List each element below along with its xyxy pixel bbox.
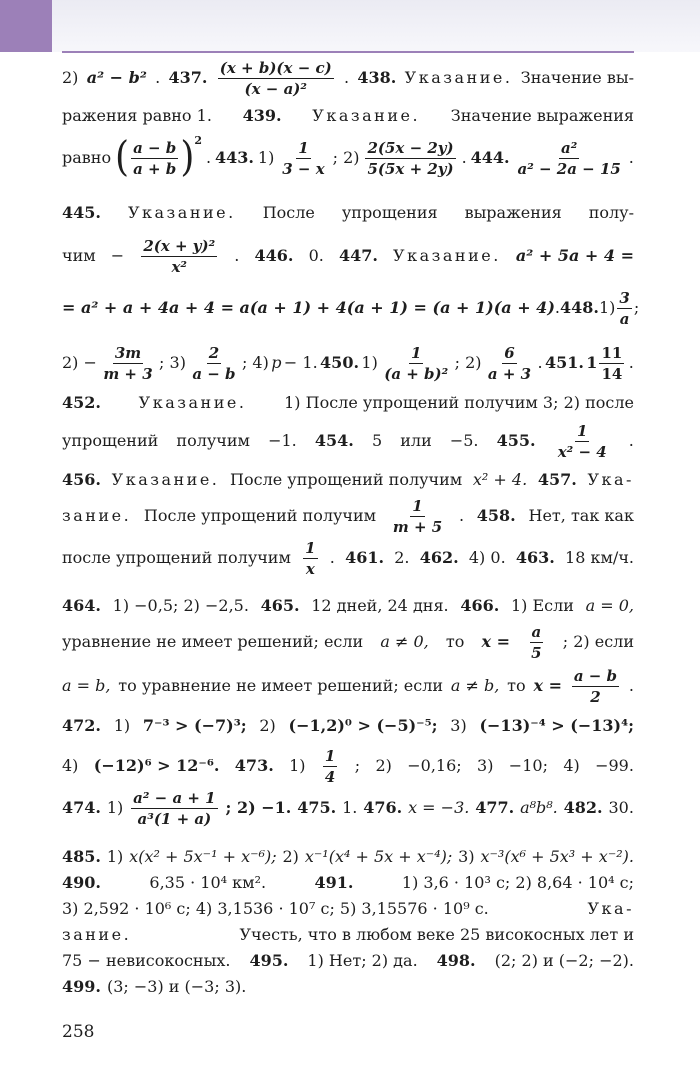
- math-expression: a² − b²: [86, 68, 147, 87]
- fraction-numerator: 1: [410, 343, 422, 362]
- fraction: [131, 139, 178, 178]
- exercise-number: 465.: [260, 596, 300, 615]
- fraction-denominator: a² − 2a − 15: [517, 159, 621, 178]
- math-variable: a ≠ b,: [450, 676, 500, 695]
- text-line: [62, 421, 634, 461]
- fraction-denominator: a³(1 + a): [137, 809, 212, 828]
- exercise-number: 457.: [537, 470, 577, 489]
- text-run: ; 2) если: [562, 632, 634, 651]
- exercise-number: 462.: [419, 548, 459, 567]
- text-run: 2.: [394, 548, 410, 567]
- hint-label: Указание.: [312, 106, 421, 125]
- exercise-number: 448.: [559, 298, 599, 317]
- text-run: 3): [458, 847, 475, 866]
- text-run: 1) −0,5; 2) −2,5.: [112, 596, 249, 615]
- hint-label: Указание.: [404, 68, 513, 87]
- fraction-denominator: m + 5: [392, 517, 443, 536]
- fraction-numerator: 1: [298, 138, 309, 157]
- exercise-number: 490.: [62, 873, 101, 892]
- exercise-number: 461.: [345, 548, 385, 567]
- fraction-numerator: 1: [324, 746, 336, 765]
- text-line: [62, 788, 634, 828]
- text-run: .: [344, 68, 350, 87]
- fraction-numerator: 3m: [114, 343, 142, 362]
- text-line: [62, 976, 634, 998]
- text-line: [62, 950, 634, 972]
- header-rule: [62, 51, 634, 53]
- fraction-denominator: a + b: [133, 159, 177, 178]
- text-run: равно: [62, 148, 112, 167]
- text-run: После: [262, 203, 315, 222]
- text-line: [62, 288, 640, 328]
- exercise-number: 450.: [320, 353, 360, 372]
- math-variable: a = b,: [62, 676, 111, 695]
- exercise-number: ; 2) −1.: [225, 798, 292, 817]
- math-expression: = a² + a + 4a + 4 = a(a + 1) + 4(a + 1) = (a + 1)(a + 4): [62, 298, 555, 317]
- text-run: 5: [371, 431, 383, 450]
- fraction-denominator: (a + b)²: [384, 364, 449, 383]
- fraction-numerator: 1: [576, 421, 588, 440]
- fraction-numerator: a² − a + 1: [133, 788, 216, 807]
- exercise-number: 438.: [357, 68, 397, 87]
- text-run: −: [110, 246, 125, 265]
- mixed-number: [586, 344, 626, 383]
- fraction: [280, 139, 326, 178]
- exercise-number: 475.: [297, 798, 337, 817]
- text-line: [62, 383, 634, 423]
- hint-label: Ука-: [587, 899, 634, 918]
- text-line: [62, 538, 634, 578]
- text-run: .: [234, 246, 240, 265]
- text-run: 75 − невисокосных.: [62, 951, 231, 970]
- text-run: 6,35 · 10⁴ км².: [149, 873, 267, 892]
- text-line: [62, 622, 634, 662]
- text-run: 30.: [608, 798, 634, 817]
- fraction: [486, 344, 533, 383]
- text-run: 1): [361, 353, 378, 372]
- fraction-denominator: a: [619, 309, 630, 328]
- fraction: [529, 623, 543, 662]
- fraction: [617, 289, 631, 328]
- text-run: (2; 2) и (−2; −2).: [494, 951, 634, 970]
- text-line: [62, 193, 634, 233]
- text-run: .: [628, 353, 634, 372]
- paren-left: (: [115, 133, 130, 181]
- math-expression: a² + 5a + 4 =: [515, 246, 634, 265]
- text-run: 1): [113, 716, 131, 735]
- exercise-number: 473.: [234, 756, 274, 775]
- text-run: 12 дней, 24 дня.: [311, 596, 449, 615]
- exercise-number: 7⁻³ > (−7)³;: [142, 716, 247, 735]
- text-run: − 1.: [283, 353, 318, 372]
- text-run: 1): [106, 847, 124, 866]
- text-line: [62, 706, 634, 746]
- text-run: то уравнение не имеет решений; если: [118, 676, 444, 695]
- text-run: Значение вы-: [520, 68, 634, 87]
- mixed-whole: 1: [586, 353, 598, 372]
- text-run: −10;: [508, 756, 548, 775]
- text-run: .: [458, 506, 465, 525]
- fraction-numerator: a: [531, 622, 542, 641]
- text-run: 2): [282, 847, 299, 866]
- text-line: [62, 96, 634, 136]
- math-variable: p: [271, 353, 282, 372]
- text-run: уравнение не имеет решений; если: [62, 632, 364, 651]
- text-run: −1.: [268, 431, 297, 450]
- text-run: 3): [450, 716, 467, 735]
- text-line: [62, 666, 634, 706]
- text-run: 1.: [342, 798, 358, 817]
- exercise-number: 451.: [544, 353, 584, 372]
- fraction-denominator: a − b: [192, 364, 236, 383]
- text-run: упрощения: [341, 203, 438, 222]
- text-run: полу-: [588, 203, 634, 222]
- fraction-denominator: 2: [590, 687, 601, 706]
- exercise-number: 447.: [338, 246, 378, 265]
- exercise-number: 472.: [62, 716, 101, 735]
- exercise-number: 491.: [314, 873, 354, 892]
- text-line: [62, 58, 634, 98]
- text-run: выражения: [464, 203, 562, 222]
- text-run: ражения равно 1.: [62, 106, 212, 125]
- fraction-denominator: 14: [601, 364, 623, 383]
- text-run: 1) 3,6 · 10³ с; 2) 8,64 · 10⁴ с;: [401, 873, 634, 892]
- fraction: [556, 422, 609, 461]
- fraction-denominator: (x − a)²: [244, 79, 307, 98]
- fraction-numerator: 2: [208, 343, 220, 362]
- fraction-numerator: 3: [619, 288, 630, 307]
- exercise-number: 476.: [363, 798, 403, 817]
- fraction: [131, 789, 217, 828]
- text-run: ;: [354, 756, 361, 775]
- text-run: Нет, так как: [528, 506, 634, 525]
- hint-label: Указание.: [127, 203, 236, 222]
- math-variable: x(x² + 5x⁻¹ + x⁻⁶);: [129, 847, 277, 866]
- math-variable: x⁻¹(x⁴ + 5x + x⁻⁴);: [304, 847, 453, 866]
- text-line: [62, 746, 634, 786]
- fraction: [323, 747, 337, 786]
- text-line: [62, 343, 634, 383]
- text-run: то: [445, 632, 465, 651]
- text-run: 2): [62, 68, 79, 87]
- text-run: Учесть, что в любом веке 25 високосных лет и: [239, 925, 634, 944]
- text-run: 4) 0.: [468, 548, 506, 567]
- exercise-number: 485.: [62, 847, 101, 866]
- exercise-number: 495.: [249, 951, 289, 970]
- text-run: .: [628, 148, 634, 167]
- fraction: [365, 139, 455, 178]
- fraction: [599, 344, 624, 383]
- exercise-number: 456.: [62, 470, 101, 489]
- exercise-number: 443.: [214, 148, 254, 167]
- fraction: [190, 344, 237, 383]
- text-run: ;: [633, 298, 640, 317]
- text-line: [62, 496, 634, 536]
- exercise-number: 498.: [436, 951, 476, 970]
- fraction-numerator: a − b: [573, 666, 618, 685]
- text-run: 3) 2,592 · 10⁶ с; 4) 3,1536 · 10⁷ с; 5) 3,15576 · 10⁹ с.: [62, 899, 489, 918]
- exercise-number: 444.: [470, 148, 510, 167]
- fraction-denominator: a + 3: [487, 364, 532, 383]
- page-header-band: [0, 0, 700, 52]
- math-variable: x⁻³(x⁶ + 5x³ + x⁻²).: [480, 847, 634, 866]
- text-run: −0,16;: [407, 756, 462, 775]
- text-line: [62, 460, 634, 500]
- text-line: [62, 898, 634, 920]
- hint-label: Указание.: [393, 246, 501, 265]
- hint-label: Ука-: [587, 470, 634, 489]
- text-run: ; 2): [332, 148, 360, 167]
- math-variable: x² + 4.: [472, 470, 528, 489]
- text-run: .: [461, 148, 467, 167]
- exercise-number: 458.: [476, 506, 516, 525]
- text-run: .: [628, 431, 634, 450]
- exercise-number: 499.: [62, 977, 101, 996]
- fraction-denominator: x: [305, 559, 315, 578]
- exercise-number: 474.: [62, 798, 101, 817]
- exercise-number: 482.: [563, 798, 603, 817]
- math-variable: a ≠ 0,: [380, 632, 429, 651]
- fraction: [218, 59, 334, 98]
- text-run: После упрощений получим: [143, 506, 377, 525]
- text-run: После упрощений получим: [230, 470, 463, 489]
- math-variable: x = −3.: [408, 798, 470, 817]
- fraction-denominator: 5: [531, 643, 542, 662]
- text-run: после упрощений получим: [62, 548, 291, 567]
- text-run: 2): [259, 716, 276, 735]
- text-line: [62, 872, 634, 894]
- exercise-number: 464.: [62, 596, 101, 615]
- text-run: 1): [289, 756, 306, 775]
- hint-label: Указание.: [111, 470, 220, 489]
- fraction-numerator: 2(5x − 2y): [367, 138, 454, 157]
- exercise-number: 445.: [62, 203, 101, 222]
- fraction: [572, 667, 619, 706]
- fraction-denominator: x²: [171, 257, 187, 276]
- fraction-denominator: 3 − x: [282, 159, 325, 178]
- exercise-number: 446.: [254, 246, 294, 265]
- text-run: 1): [106, 798, 124, 817]
- exercise-number: 437.: [168, 68, 208, 87]
- math-expression: x =: [481, 632, 511, 651]
- text-run: (3; −3) и (−3; 3).: [106, 977, 247, 996]
- math-expression: x =: [533, 676, 562, 695]
- fraction: [391, 497, 444, 536]
- fraction-numerator: a²: [561, 138, 578, 157]
- fraction-numerator: 1: [305, 538, 316, 557]
- math-variable: a⁸b⁸.: [520, 798, 558, 817]
- exercise-number: (−1,2)⁰ > (−5)⁻⁵;: [288, 716, 438, 735]
- hint-label: Указание.: [138, 393, 247, 412]
- text-run: 0.: [308, 246, 324, 265]
- math-variable: a = 0,: [585, 596, 634, 615]
- text-run: 2): [375, 756, 392, 775]
- fraction-numerator: 11: [601, 343, 623, 362]
- exercise-number: 439.: [242, 106, 282, 125]
- text-run: то: [507, 676, 526, 695]
- text-run: .: [155, 68, 161, 87]
- fraction-numerator: 1: [412, 496, 423, 515]
- fraction: [101, 344, 154, 383]
- text-run: получим: [176, 431, 250, 450]
- fraction: [141, 237, 217, 276]
- fraction-numerator: 2(x + y)²: [143, 236, 216, 255]
- text-run: 1): [598, 298, 616, 317]
- fraction: [382, 344, 450, 383]
- text-run: −5.: [449, 431, 479, 450]
- text-run: ; 2): [454, 353, 482, 372]
- text-run: 3): [477, 756, 494, 775]
- exercise-number: (−13)⁻⁴ > (−13)⁴;: [479, 716, 634, 735]
- text-run: .: [628, 676, 634, 695]
- text-line: [62, 846, 634, 868]
- fraction: [303, 539, 317, 578]
- text-run: Значение выражения: [450, 106, 634, 125]
- text-run: чим: [62, 246, 96, 265]
- hint-label: зание.: [62, 925, 132, 944]
- fraction-denominator: 5(5x + 2y): [367, 159, 454, 178]
- text-line: [62, 133, 634, 181]
- fraction-numerator: a − b: [133, 138, 177, 157]
- text-line: [62, 236, 634, 276]
- text-run: −99.: [595, 756, 634, 775]
- fraction-numerator: (x + b)(x − c): [219, 58, 332, 77]
- text-run: ; 4): [241, 353, 269, 372]
- text-run: .: [329, 548, 335, 567]
- text-run: .: [554, 298, 560, 317]
- fraction: [516, 139, 623, 178]
- fraction-denominator: 4: [324, 767, 336, 786]
- parenthesized-fraction: ( $\frac{a - b}{a + b}$ ) 2: [115, 133, 203, 181]
- page-number: 258: [62, 1022, 95, 1042]
- paren-right: ): [180, 133, 195, 181]
- exercise-number: 452.: [62, 393, 101, 412]
- text-run: 1) Если: [510, 596, 574, 615]
- exercise-number: (−12)⁶ > 12⁻⁶.: [93, 756, 220, 775]
- hint-label: зание.: [62, 506, 132, 525]
- exercise-number: 455.: [496, 431, 536, 450]
- exercise-number: 454.: [314, 431, 354, 450]
- exercise-number: 477.: [475, 798, 515, 817]
- exercise-number: 463.: [515, 548, 555, 567]
- text-run: ; 3): [159, 353, 186, 372]
- text-run: 2) −: [62, 353, 97, 372]
- fraction-denominator: x² − 4: [557, 442, 607, 461]
- text-line: [62, 586, 634, 626]
- text-run: 1) Нет; 2) да.: [307, 951, 418, 970]
- text-run: .: [537, 353, 543, 372]
- exercise-number: 466.: [460, 596, 500, 615]
- text-run: 1) После упрощений получим 3; 2) после: [284, 393, 634, 412]
- text-run: упрощений: [62, 431, 159, 450]
- text-run: 18 км/ч.: [565, 548, 634, 567]
- text-run: 1): [257, 148, 275, 167]
- text-run: или: [400, 431, 432, 450]
- fraction-denominator: m + 3: [103, 364, 153, 383]
- text-run: 4): [563, 756, 580, 775]
- text-run: 4): [62, 756, 79, 775]
- corner-tab: [0, 0, 52, 52]
- text-line: [62, 924, 634, 946]
- text-run: .: [205, 148, 212, 167]
- fraction-numerator: 6: [504, 343, 515, 362]
